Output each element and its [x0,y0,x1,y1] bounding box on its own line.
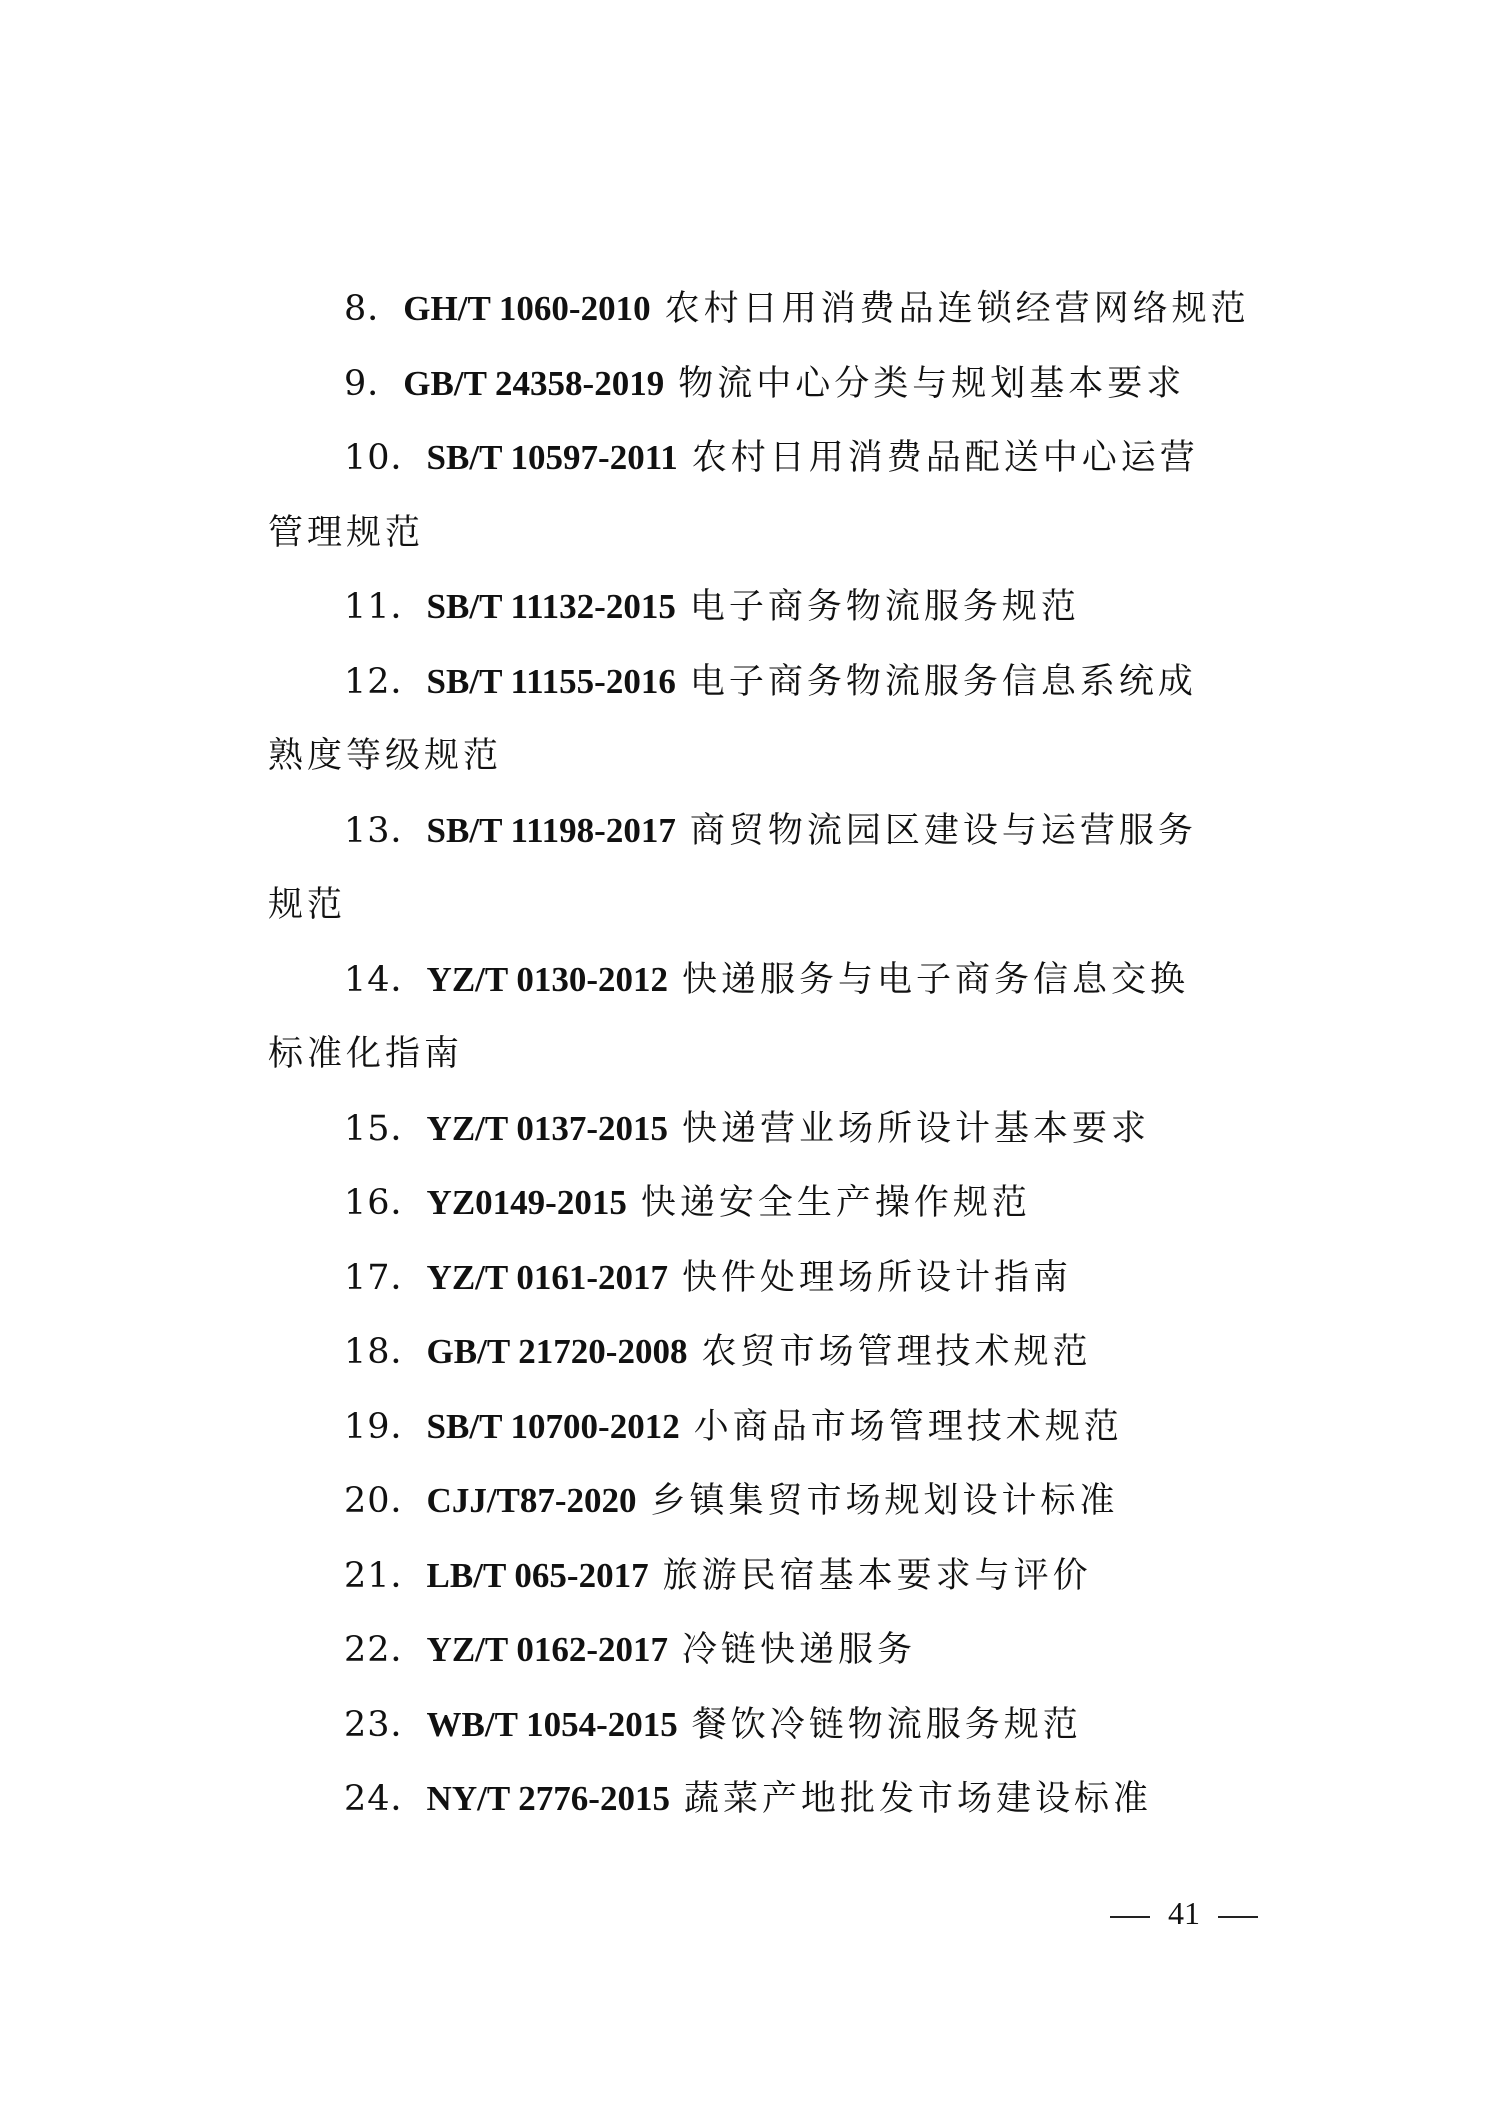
list-item [268,1539,1228,1614]
standard-title: 电子商务物流服务规范 [689,587,1080,627]
standard-title: 蔬菜产地批发市场建设标准 [683,1779,1152,1819]
list-item [268,1390,1228,1465]
standard-title: 农村日用消费品配送中心运营管理规范 [268,438,1199,553]
list-item [268,421,1228,570]
standard-title: 农贸市场管理技术规范 [701,1332,1092,1372]
list-item [268,1241,1228,1316]
standard-code: YZ/T 0130-2012 [426,959,669,999]
standard-code: YZ/T 0161-2017 [426,1257,669,1297]
list-item [268,272,1250,347]
standards-list [268,272,1250,1837]
standard-code: SB/T 11198-2017 [426,810,676,850]
standard-title: 冷链快递服务 [682,1630,917,1670]
standard-code: SB/T 11132-2015 [426,587,676,626]
standard-code: GB/T 24358-2019 [403,363,665,403]
item-number: 15． [344,1108,427,1149]
list-item [268,1762,1228,1837]
list-item [268,645,1228,794]
dash-right [1218,1916,1258,1918]
item-number: 11． [344,587,427,627]
standard-title: 快递营业场所设计基本要求 [682,1108,1151,1149]
item-number: 12． [344,661,427,702]
standard-title: 小商品市场管理技术规范 [693,1406,1123,1447]
standard-code: LB/T 065-2017 [426,1555,649,1595]
item-number: 18． [344,1332,427,1372]
standard-title: 乡镇集贸市场规划设计标准 [650,1481,1119,1521]
item-number: 22． [344,1630,427,1670]
list-item [268,570,1228,645]
standard-code: SB/T 10597-2011 [426,438,678,477]
list-item [268,1166,1228,1241]
list-item [268,794,1228,943]
standard-code: SB/T 10700-2012 [426,1406,680,1446]
item-number: 9． [344,363,404,404]
standard-code: YZ/T 0137-2015 [426,1108,669,1148]
standard-code: GH/T 1060-2010 [403,289,651,328]
item-number: 10． [344,438,427,478]
standard-code: SB/T 11155-2016 [426,661,676,701]
list-item [268,347,1228,422]
list-item [268,1688,1228,1763]
standard-code: YZ0149-2015 [426,1183,627,1222]
standard-code: GB/T 21720-2008 [426,1332,688,1371]
standard-code: YZ/T 0162-2017 [426,1630,669,1669]
list-item [268,1464,1228,1539]
page-number: 41 [1168,1895,1200,1931]
item-number: 19． [344,1406,427,1447]
standard-code: WB/T 1054-2015 [426,1704,678,1744]
standard-code: NY/T 2776-2015 [426,1779,670,1818]
dash-left [1110,1916,1150,1918]
standard-title: 农村日用消费品连锁经营网络规范 [664,289,1250,329]
item-number: 17． [344,1257,427,1298]
list-item [268,943,1228,1092]
item-number: 16． [344,1183,427,1223]
item-number: 13． [344,810,427,851]
standard-title: 快件处理场所设计指南 [682,1257,1073,1298]
list-item [268,1315,1228,1390]
standard-title: 电子商务物流服务信息系统成熟度等级规范 [268,661,1197,776]
standard-title: 物流中心分类与规划基本要求 [678,363,1186,404]
item-number: 20． [344,1481,427,1521]
standard-code: CJJ/T87-2020 [426,1481,637,1520]
list-item [268,1613,1228,1688]
item-number: 8． [344,289,404,329]
standard-title: 快递服务与电子商务信息交换标准化指南 [268,959,1190,1074]
item-number: 21． [344,1555,427,1596]
item-number: 14． [344,959,427,1000]
standard-title: 餐饮冷链物流服务规范 [691,1704,1082,1745]
list-item [268,1092,1228,1167]
standard-title: 旅游民宿基本要求与评价 [662,1555,1092,1596]
page-footer [1110,1895,1290,1932]
item-number: 24． [344,1779,427,1819]
standard-title: 快递安全生产操作规范 [640,1183,1031,1223]
standard-title: 商贸物流园区建设与运营服务规范 [268,810,1197,925]
item-number: 23． [344,1704,427,1745]
